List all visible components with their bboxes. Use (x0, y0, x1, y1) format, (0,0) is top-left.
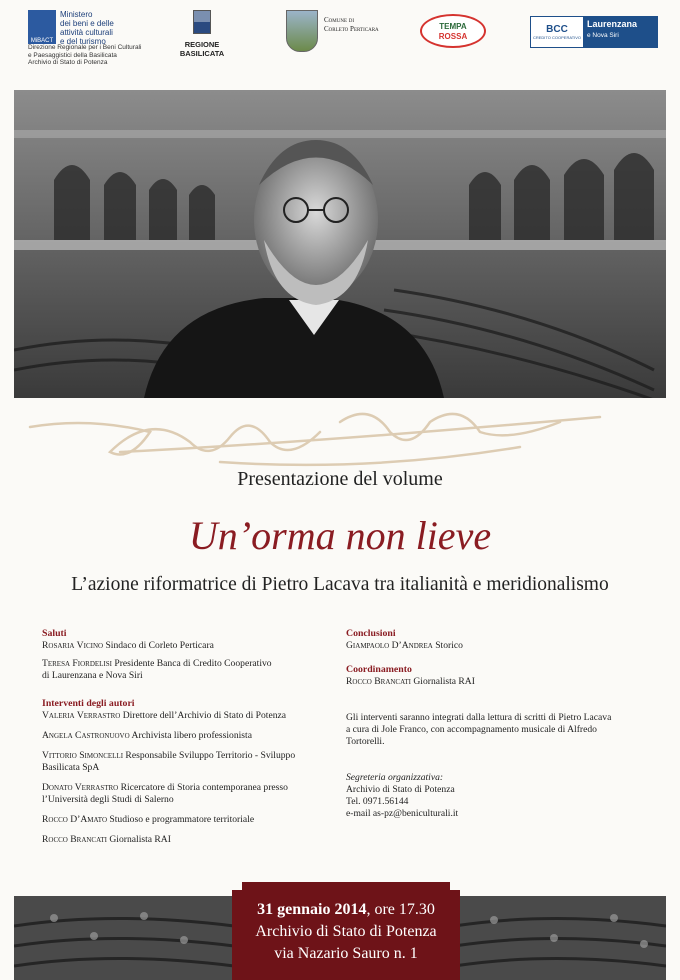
speaker-line: Rocco Brancati Giornalista RAI (42, 834, 171, 845)
coat-of-arms-icon (286, 10, 318, 52)
speaker-line: Giampaolo D’Andrea Storico (346, 640, 463, 651)
hero-photo (14, 90, 666, 398)
mibact-mark: MiBACT (28, 10, 56, 44)
tempa-rossa-logo: TEMPA ROSSA (420, 14, 486, 48)
speaker-line: Rocco D’Amato Studioso e programmatore territoriale (42, 814, 255, 825)
program-right-column: Conclusioni Giampaolo D’Andrea Storico Coordinamento Rocco Brancati Giornalista RAI Gli interventi saranno integrati dalla lettura di scritti di Pietro Lacava a cura di Jole Franco, con accompagnamento musicale di Alfredo Tortorelli. Segreteria organizzativa: Archivio di Stato di Potenza Tel. 0971.56144 e-mail as-pz@beniculturali.it (346, 628, 646, 820)
phone-number: Tel. 0971.56144 (346, 796, 409, 807)
signature-image (20, 392, 620, 472)
speaker-line: Angela Castronuovo Archivista libero professionista (42, 730, 252, 741)
interventi-heading: Interventi degli autori (42, 698, 135, 709)
mibact-subtitle: Direzione Regionale per i Beni Culturali e Paesaggistici della Basilicata Archivio di Stato di Potenza (28, 44, 142, 66)
speaker-line: Valeria Verrastro Direttore dell’Archivio di Stato di Potenza (42, 710, 287, 721)
speaker-line: Rocco Brancati Giornalista RAI (346, 676, 475, 687)
speaker-line: Vittorio Simoncelli Responsabile Sviluppo Territorio - Sviluppo (42, 750, 296, 761)
mibact-logo (28, 10, 142, 66)
mibact-name: Ministero dei beni e delle attività culturali e del turismo (60, 10, 114, 46)
presentation-heading: Presentazione del volume (237, 468, 443, 490)
regione-name: REGIONE BASILICATA (179, 40, 225, 58)
book-title: Un’orma non lieve (188, 513, 492, 558)
coordinamento-heading: Coordinamento (346, 664, 412, 675)
regione-basilicata-logo (162, 10, 242, 58)
event-datetime: 31 gennaio 2014, ore 17.30 (257, 901, 435, 918)
book-subtitle: L’azione riformatrice di Pietro Lacava tra italianità e meridionalismo (71, 574, 609, 595)
bcc-logo: BCC CREDITO COOPERATIVO Laurenzana e Nova Siri (530, 16, 658, 48)
email-address: e-mail as-pz@beniculturali.it (346, 808, 459, 819)
saluti-heading: Saluti (42, 628, 67, 639)
segreteria-heading: Segreteria organizzativa: (346, 772, 444, 783)
speaker-line: Rosaria Vicino Sindaco di Corleto Perticara (42, 640, 214, 651)
comune-name: Comune di Corleto Perticara (324, 16, 379, 33)
speaker-line: Teresa Fiordelisi Presidente Banca di Credito Cooperativo (42, 658, 272, 669)
readings-note: Gli interventi saranno integrati dalla lettura di scritti di Pietro Lacava (346, 712, 612, 723)
conclusioni-heading: Conclusioni (346, 628, 396, 639)
speaker-line: Donato Verrastro Ricercatore di Storia contemporanea presso (42, 782, 288, 793)
event-banner (232, 882, 460, 980)
program-left-column: Saluti Rosaria Vicino Sindaco di Corleto Perticara Teresa Fiordelisi Presidente Banca di Credito Cooperativo di Laurenzana e Nova Siri Interventi degli autori Valeria Verrastro Direttore dell’Archivio di Stato di Potenza Angela Castronuovo Archivista libero professionista Vittorio Simoncelli Responsabile Sviluppo Territorio - Sviluppo Basilicata SpA Donato Verrastro Ricercatore di Storia contemporanea presso l’Università degli Studi di Salerno Rocco D’Amato Studioso e programmatore territoriale Rocco Brancati Giornalista RAI (42, 628, 342, 846)
event-address: via Nazario Sauro n. 1 (274, 945, 418, 962)
regione-shield-icon (193, 10, 211, 34)
comune-corleto-logo (286, 10, 379, 52)
event-venue: Archivio di Stato di Potenza (255, 923, 437, 940)
sponsor-logos (0, 0, 680, 80)
